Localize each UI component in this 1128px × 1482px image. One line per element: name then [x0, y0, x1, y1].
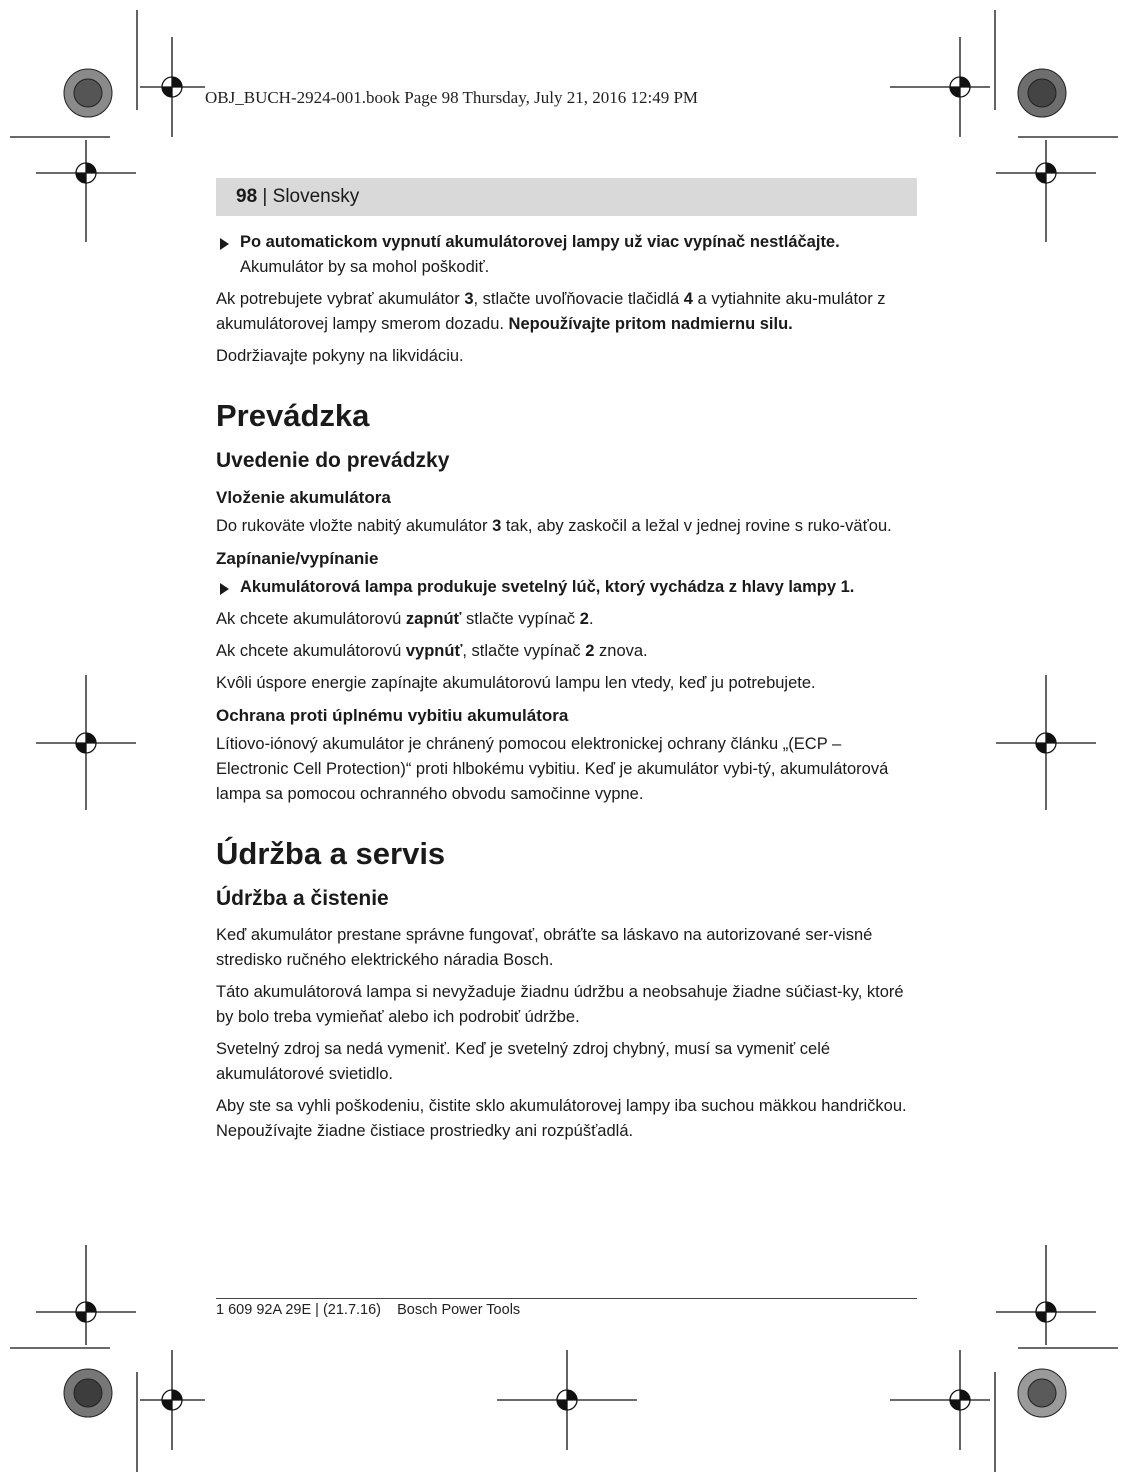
- switch-on-paragraph: Ak chcete akumulátorovú zapnúť stlačte vypínač 2.: [216, 610, 594, 628]
- heading-operation: Prevádzka: [216, 398, 370, 433]
- deep-discharge-paragraph: Lítiovo-iónový akumulátor je chránený pomocou elektronickej ochrany článku „(ECP – Electronic Cell Protection)“ proti hlbokému vybitiu. Keď je akumulátor vybi-tý, akumulátorová lampa sa pomocou ochranného obvodu samočinne vypne.: [216, 735, 889, 803]
- page-number: 98: [236, 186, 258, 207]
- page-content: [216, 230, 917, 1151]
- header-separator: |: [257, 186, 273, 207]
- heading-switch: Zapínanie/vypínanie: [216, 549, 379, 568]
- warning-item: Akumulátorová lampa produkuje svetelný lúč, ktorý vychádza z hlavy lampy 1.: [216, 575, 917, 600]
- page-footer: 1 609 92A 29E | (21.7.16) Bosch Power Tools: [216, 1302, 521, 1318]
- disposal-paragraph: Dodržiavajte pokyny na likvidáciu.: [216, 347, 464, 365]
- heading-start-up: Uvedenie do prevádzky: [216, 449, 450, 472]
- service-paragraph-4: Aby ste sa vyhli poškodeniu, čistite sklo akumulátorovej lampy iba suchou mäkkou handričkou. Nepoužívajte žiadne čistiace prostriedky ani rozpúšťadlá.: [216, 1097, 907, 1140]
- page-header: [216, 178, 917, 216]
- warning-triangle-icon: [220, 583, 229, 595]
- energy-saving-paragraph: Kvôli úspore energie zapínajte akumulátorovú lampu len vtedy, keď ju potrebujete.: [216, 674, 816, 692]
- heading-maintenance: Údržba a servis: [216, 836, 446, 871]
- header-language: Slovensky: [272, 186, 360, 207]
- service-paragraph-2: Táto akumulátorová lampa si nevyžaduje žiadnu údržbu a neobsahuje žiadne súčiast-ky, ktoré by bolo treba vymieňať alebo ich podrobiť údržbe.: [216, 983, 904, 1026]
- heading-cleaning: Údržba a čistenie: [216, 887, 389, 910]
- print-slug: OBJ_BUCH-2924-001.book Page 98 Thursday, July 21, 2016 12:49 PM: [205, 88, 699, 107]
- warning-triangle-icon: [220, 238, 229, 250]
- switch-off-paragraph: Ak chcete akumulátorovú vypnúť, stlačte vypínač 2 znova.: [216, 642, 648, 660]
- remove-battery-paragraph: Ak potrebujete vybrať akumulátor 3, stlačte uvoľňovacie tlačidlá 4 a vytiahnite aku-mulátor z akumulátorovej lampy smerom dozadu. Nepoužívajte pritom nadmiernu silu.: [216, 290, 886, 333]
- service-paragraph-1: Keď akumulátor prestane správne fungovať, obráťte sa láskavo na autorizované ser-visné stredisko ručného elektrického náradia Bosch.: [216, 926, 873, 969]
- warning-item: Po automatickom vypnutí akumulátorovej lampy už viac vypínač nestláčajte. Akumulátor by sa mohol poškodiť.: [216, 230, 917, 280]
- service-paragraph-3: Svetelný zdroj sa nedá vymeniť. Keď je svetelný zdroj chybný, musí sa vymeniť celé akumulátorové svietidlo.: [216, 1040, 831, 1083]
- footer-rule: [216, 1298, 917, 1299]
- heading-insert-battery: Vloženie akumulátora: [216, 488, 391, 507]
- insert-battery-paragraph: Do rukoväte vložte nabitý akumulátor 3 tak, aby zaskočil a ležal v jednej rovine s ruko-väťou.: [216, 517, 892, 535]
- heading-deep-discharge: Ochrana proti úplnému vybitiu akumulátora: [216, 706, 569, 725]
